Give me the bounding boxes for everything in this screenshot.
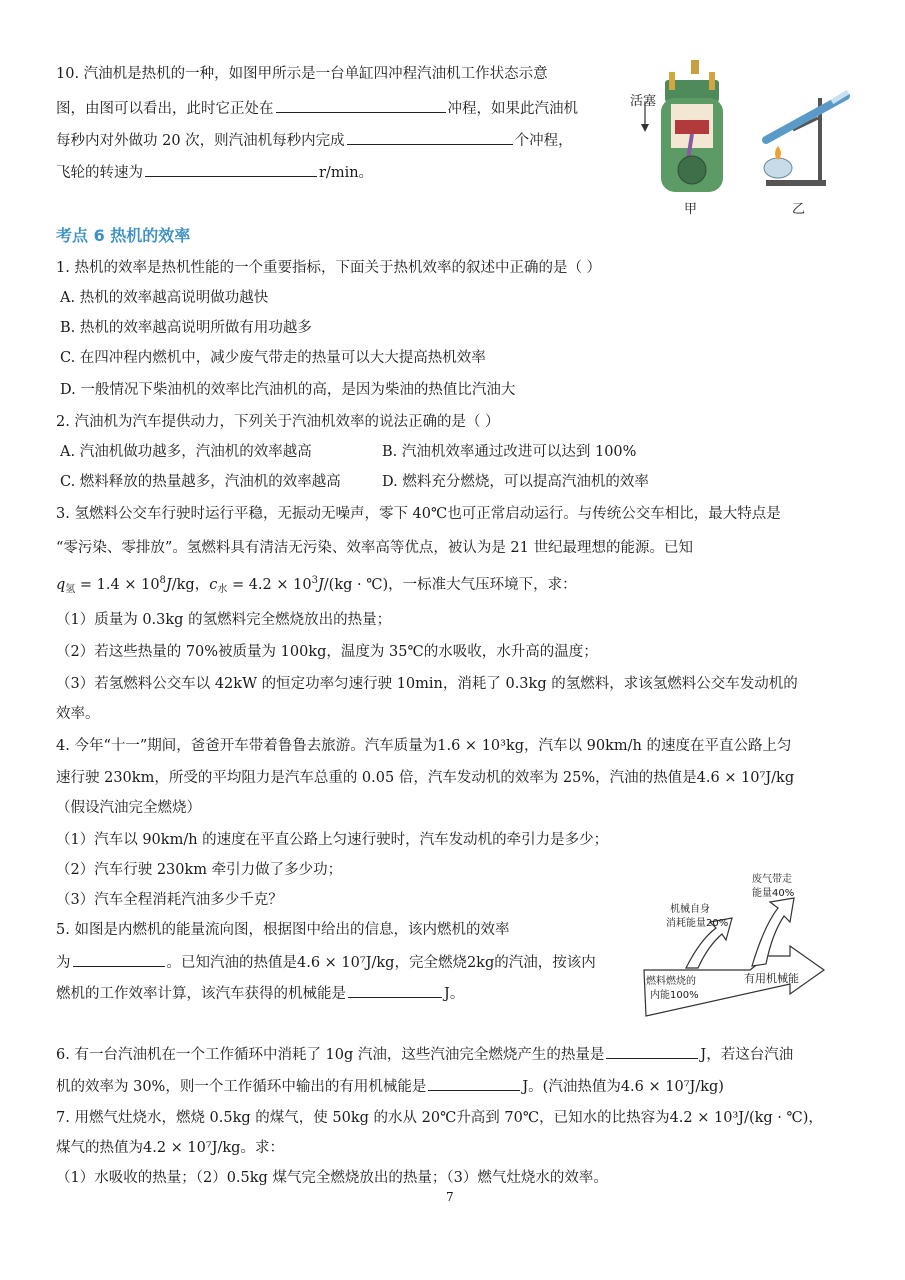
q4-line2: 速行驶 230km，所受的平均阻力是汽车总重的 0.05 倍，汽车发动机的效率为 25%，汽油的热值是4.6 × 10⁷J/kg bbox=[56, 770, 795, 786]
q3-part3: （3）若氢燃料公交车以 42kW 的恒定功率匀速行驶 10min，消耗了 0.3kg 的氢燃料，求该氢燃料公交车发动机的 bbox=[56, 676, 798, 692]
exhaust-loss-label: 废气带走 bbox=[752, 874, 792, 885]
q2-option-a: A. 汽油机做功越多，汽油机的效率越高 bbox=[60, 444, 312, 460]
test-tube-figure bbox=[758, 78, 858, 193]
q10-line4: 飞轮的转速为 r/min。 bbox=[56, 162, 373, 183]
q7-line2: 煤气的热值为4.2 × 10⁷J/kg。求： bbox=[56, 1140, 284, 1156]
q2-option-d: D. 燃料充分燃烧，可以提高汽油机的效率 bbox=[382, 474, 649, 490]
q10-line2: 图，由图可以看出，此时它正处在 冲程，如果此汽油机 bbox=[56, 98, 578, 119]
q4-part1: （1）汽车以 90km/h 的速度在平直公路上匀速行驶时，汽车发动机的牵引力是多少； bbox=[56, 832, 609, 848]
exhaust-loss-value: 能量40% bbox=[752, 888, 795, 899]
q1-option-c: C. 在四冲程内燃机中，减少废气带走的热量可以大大提高热机效率 bbox=[60, 350, 486, 366]
q3-line3: $q_氢 = 1.4 \times 10^8J/kg$，$c_水 = 4.2 \times 10^3J/(kg$ · ℃)，一标准大气压环境下，求： bbox=[56, 575, 577, 595]
q3-part3-cont: 效率。 bbox=[56, 706, 100, 722]
q10-line1: 10. 汽油机是热机的一种，如图甲所示是一台单缸四冲程汽油机工作状态示意 bbox=[56, 66, 548, 82]
q2-stem: 2. 汽油机为汽车提供动力，下列关于汽油机效率的说法正确的是（ ） bbox=[56, 414, 500, 430]
piston-label: 活塞 bbox=[630, 94, 657, 109]
q4-part2: （2）汽车行驶 230km 牵引力做了多少功； bbox=[56, 862, 343, 878]
mechanical-loss-label: 机械自身 bbox=[670, 904, 710, 915]
q6-line1: 6. 有一台汽油机在一个工作循环中消耗了 10g 汽油，这些汽油完全燃烧产生的热量是 J，若这台汽油 bbox=[56, 1044, 793, 1065]
q5-line2: 为 。已知汽油的热值是4.6 × 10⁷J/kg，完全燃烧2kg的汽油，按该内 bbox=[56, 952, 596, 973]
q1-option-a: A. 热机的效率越高说明做功越快 bbox=[60, 290, 269, 306]
q7-line3: （1）水吸收的热量；（2）0.5kg 煤气完全燃烧放出的热量；（3）燃气灶烧水的效率。 bbox=[56, 1170, 608, 1186]
mechanical-loss-value: 消耗能量20% bbox=[666, 918, 729, 929]
answer-blank bbox=[145, 162, 317, 177]
figure-label-b: 乙 bbox=[792, 202, 806, 217]
q1-stem: 1. 热机的效率是热机性能的一个重要指标，下面关于热机效率的叙述中正确的是（ ） bbox=[56, 260, 602, 276]
q1-option-d: D. 一般情况下柴油机的效率比汽油机的高，是因为柴油的热值比汽油大 bbox=[60, 382, 516, 398]
section-title: 考点 6 热机的效率 bbox=[56, 226, 191, 245]
figure-label-a: 甲 bbox=[684, 202, 698, 217]
q2-option-b: B. 汽油机效率通过改进可以达到 100% bbox=[382, 444, 637, 460]
q6-line2: 机的效率为 30%，则一个工作循环中输出的有用机械能是 J。(汽油热值为4.6 × 10⁷J/kg) bbox=[56, 1076, 724, 1097]
q3-line1: 3. 氢燃料公交车行驶时运行平稳，无振动无噪声，零下 40℃也可正常启动运行。与传统公交车相比，最大特点是 bbox=[56, 506, 781, 522]
useful-energy-label: 有用机械能 bbox=[744, 972, 799, 985]
q2-option-c: C. 燃料释放的热量越多，汽油机的效率越高 bbox=[60, 474, 341, 490]
answer-blank bbox=[348, 983, 442, 998]
answer-blank bbox=[606, 1044, 698, 1059]
q7-line1: 7. 用燃气灶烧水，燃烧 0.5kg 的煤气，使 50kg 的水从 20℃升高到 70℃，已知水的比热容为4.2 × 10³J/(kg · ℃)， bbox=[56, 1110, 823, 1126]
q4-line1: 4. 今年“十一”期间，爸爸开车带着鲁鲁去旅游。汽车质量为1.6 × 10³kg，汽车以 90km/h 的速度在平直公路上匀 bbox=[56, 738, 792, 754]
q4-part3: （3）汽车全程消耗汽油多少千克？ bbox=[56, 892, 283, 908]
q5-line1: 5. 如图是内燃机的能量流向图，根据图中给出的信息，该内燃机的效率 bbox=[56, 922, 510, 938]
q3-part2: （2）若这些热量的 70%被质量为 100kg，温度为 35℃的水吸收，水升高的温度； bbox=[56, 644, 598, 660]
answer-blank bbox=[276, 98, 446, 113]
answer-blank bbox=[428, 1076, 520, 1091]
page-number: 7 bbox=[446, 1190, 454, 1204]
q5-line3: 燃机的工作效率计算，该汽车获得的机械能是 J。 bbox=[56, 983, 464, 1004]
q3-line2: “零污染、零排放”。氢燃料具有清洁无污染、效率高等优点，被认为是 21 世纪最理想的能源。已知 bbox=[56, 540, 693, 556]
q4-line3: （假设汽油完全燃烧） bbox=[56, 800, 201, 816]
energy-input-label: 燃料燃烧的 bbox=[646, 976, 696, 987]
engine-figure bbox=[625, 58, 725, 198]
q3-part1: （1）质量为 0.3kg 的氢燃料完全燃烧放出的热量； bbox=[56, 612, 392, 628]
answer-blank bbox=[73, 952, 165, 967]
q10-line3: 每秒内对外做功 20 次，则汽油机每秒内完成 个冲程， bbox=[56, 130, 573, 151]
q1-option-b: B. 热机的效率越高说明所做有用功越多 bbox=[60, 320, 312, 336]
answer-blank bbox=[347, 130, 513, 145]
energy-input-value: 内能100% bbox=[650, 990, 699, 1001]
